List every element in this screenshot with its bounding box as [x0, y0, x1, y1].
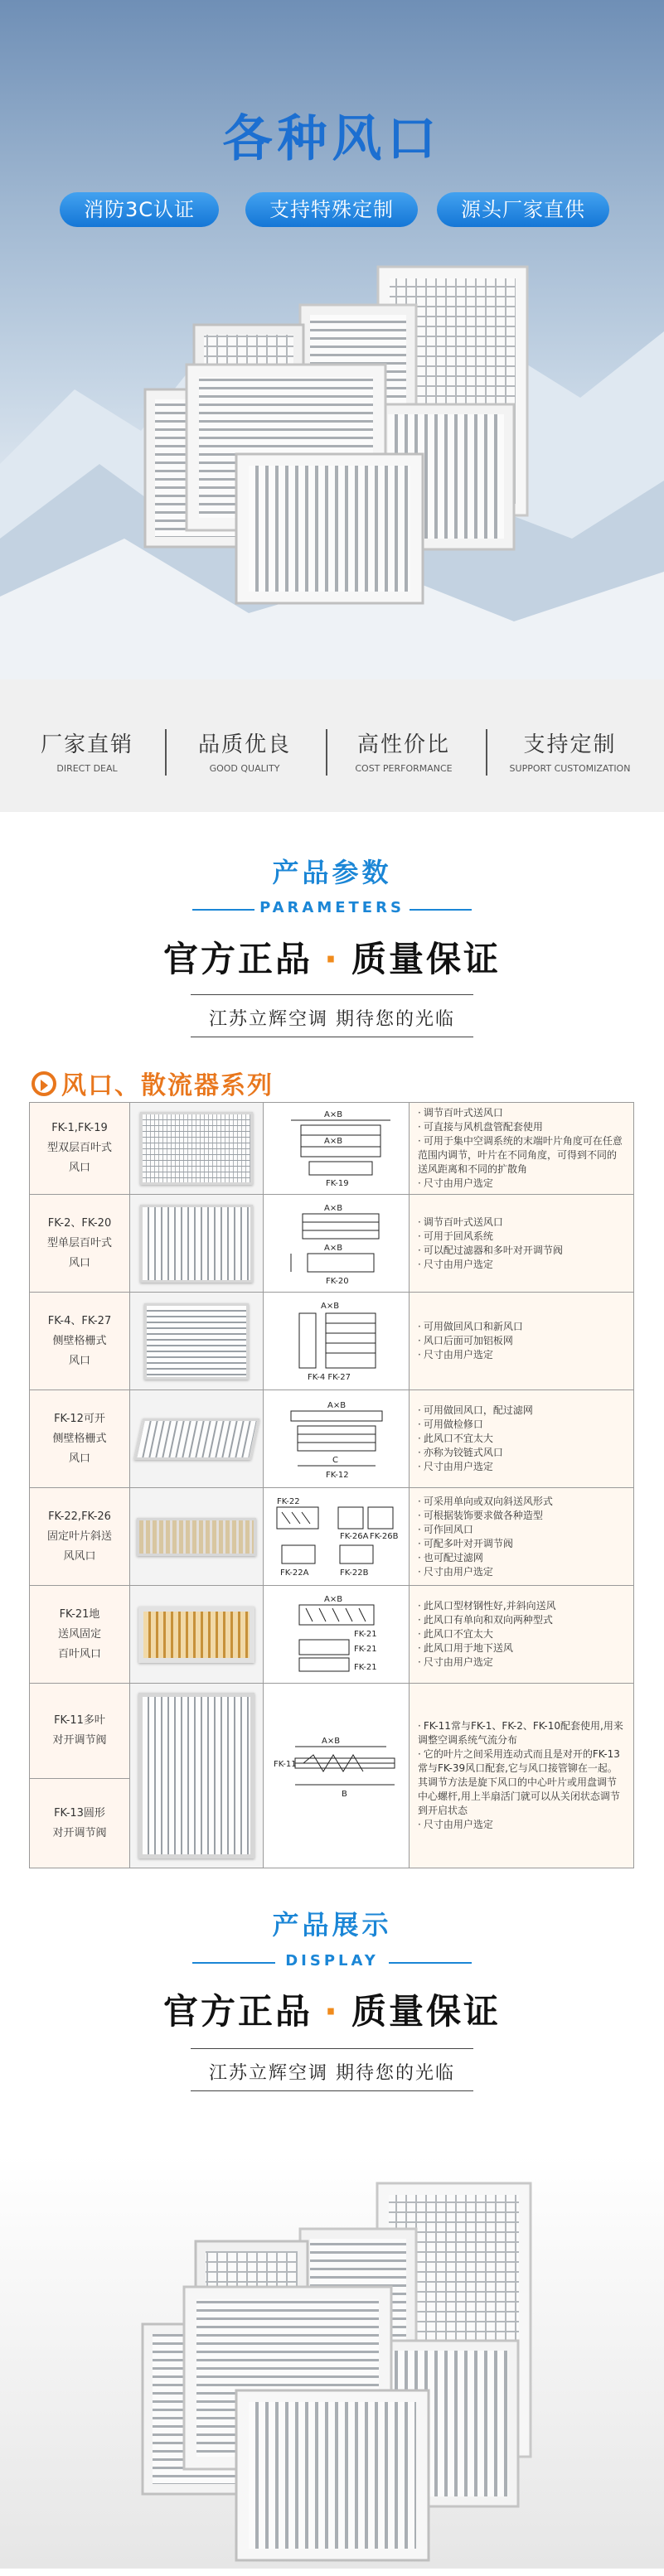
diagram-label: A×B: [323, 1243, 342, 1253]
product-name-line: 风口: [68, 1452, 90, 1465]
product-photo-cell: [130, 1488, 264, 1586]
table-row: [30, 1488, 634, 1586]
feature-item: · 可以配过滤器和多叶对开调节阀: [418, 1244, 625, 1258]
product-name-line: 百叶风口: [57, 1647, 101, 1660]
feature-item: · 尺寸由用户选定: [418, 1655, 625, 1670]
product-photo-cell: [130, 1586, 264, 1684]
advantage-title: 厂家直销: [40, 732, 133, 757]
feature-item: · 也可配过滤网: [418, 1551, 625, 1565]
tagline-rule-top: [191, 994, 473, 995]
product-photo-cell: [130, 1684, 264, 1868]
grille-photo: [137, 1518, 256, 1556]
technical-drawing: [270, 1722, 403, 1829]
slogan-right: 质量保证: [351, 939, 501, 979]
feature-item: · 可采用单向或双向斜送风形式: [418, 1495, 625, 1509]
product-name-line: 对开调节阀: [52, 1826, 107, 1839]
product-name-line: 侧壁格栅式: [52, 1334, 107, 1347]
features-cell: [410, 1293, 634, 1390]
diagram-label: FK-12: [325, 1470, 349, 1480]
feature-item: · 调节百叶式送风口: [418, 1216, 625, 1230]
diagram-cell: [264, 1488, 410, 1586]
feature-item: · 可用做回风口，配过滤网: [418, 1404, 625, 1418]
feature-item: · 可配多叶对开调节阀: [418, 1537, 625, 1551]
advantage-title: 高性价比: [356, 732, 450, 757]
feature-item: · 风口后面可加铝板网: [418, 1334, 625, 1348]
feature-item: · FK-11常与FK-1、FK-2、FK-10配套使用,用来调整空调系统气流分布: [418, 1719, 625, 1747]
diagram-label: FK-26B: [369, 1531, 398, 1541]
product-name-cell: [30, 1103, 130, 1195]
product-name-line: FK-21地: [59, 1607, 100, 1621]
diagram-label: FK-22: [276, 1496, 300, 1506]
features-cell: [410, 1195, 634, 1293]
product-photo-cell: [130, 1103, 264, 1195]
slogan-dot: ·: [324, 939, 340, 979]
product-name-line: FK-13圆形: [54, 1806, 105, 1820]
features-cell: [410, 1684, 634, 1868]
grille-photo: [140, 1205, 253, 1283]
advantage-title: 品质优良: [197, 732, 291, 757]
technical-drawing: [274, 1398, 399, 1481]
grille-photo: [138, 1607, 254, 1663]
advantage-subtitle: SUPPORT CUSTOMIZATION: [509, 763, 631, 774]
product-name-cell: [30, 1195, 130, 1293]
product-name-line: FK-22,FK-26: [48, 1510, 111, 1523]
display-subtitle: DISPLAY: [285, 1952, 379, 1969]
feature-item: · 此风口用于地下送风: [418, 1641, 625, 1655]
product-name-line: 风风口: [63, 1549, 96, 1563]
features-cell: [410, 1103, 634, 1195]
diagram-label: FK-21: [353, 1644, 377, 1654]
diagram-label: FK-26A: [339, 1531, 368, 1541]
product-name-line: FK-12可开: [54, 1412, 105, 1425]
diagram-label: A×B: [320, 1301, 339, 1311]
advantage-custom: [485, 727, 655, 774]
slogan-left: 官方正品: [163, 939, 313, 979]
tagline-rule-bottom: [191, 2090, 473, 2091]
diagram-label: FK-22A: [279, 1568, 308, 1578]
product-name-line: 风口: [68, 1162, 90, 1174]
feature-item: · 亦称为铰链式风口: [418, 1446, 625, 1460]
product-name-line: 型双层百叶式: [46, 1142, 112, 1154]
technical-drawing: [274, 1201, 399, 1287]
features-cell: [410, 1586, 634, 1684]
table-row: [30, 1684, 634, 1779]
feature-item: · 尺寸由用户选定: [418, 1348, 625, 1362]
grille-photo: [140, 1112, 253, 1185]
title-rule-right: [410, 909, 472, 911]
pill-badge-factory: 源头厂家直供: [437, 192, 609, 227]
tagline-rule-top: [191, 2048, 473, 2049]
diagram-label: A×B: [323, 1137, 342, 1146]
feature-item: · 调节百叶式送风口: [418, 1106, 625, 1120]
product-name-line: FK-4、FK-27: [47, 1314, 112, 1327]
series-heading: [32, 1065, 274, 1101]
feature-item: · 尺寸由用户选定: [418, 1460, 625, 1474]
diagram-cell: [264, 1684, 410, 1868]
diagram-cell: [264, 1390, 410, 1488]
product-name-line: 对开调节阀: [52, 1734, 107, 1747]
features-cell: [410, 1390, 634, 1488]
diagram-label: FK-22B: [339, 1568, 368, 1578]
feature-item: · 可用做检修口: [418, 1418, 625, 1432]
table-row: [30, 1390, 634, 1488]
display-title: 产品展示: [272, 1909, 392, 1940]
feature-item: · 尺寸由用户选定: [418, 1818, 625, 1832]
diagram-cell: [264, 1293, 410, 1390]
technical-drawing: [274, 1107, 399, 1190]
diagram-label: A×B: [323, 1203, 342, 1213]
hero-banner: [0, 0, 664, 679]
technical-drawing: [274, 1298, 399, 1385]
feature-item: · 可用于集中空调系统的末端叶片角度可在任意范围内调节，叶片在不同角度，可得到不同的送风距离和不同的扩散角: [418, 1134, 625, 1177]
hero-title: 各种风口: [222, 110, 442, 168]
product-name-line: FK-11多叶: [54, 1714, 105, 1727]
product-display-image: [0, 2154, 664, 2569]
slogan-right: 质量保证: [351, 1991, 501, 2032]
features-cell: [410, 1488, 634, 1586]
product-photo-cell: [130, 1390, 264, 1488]
diagram-cell: [264, 1586, 410, 1684]
grille-photo: [144, 1303, 249, 1380]
diagram-label: A×B: [321, 1737, 340, 1746]
feature-item: · 尺寸由用户选定: [418, 1177, 625, 1191]
diagram-label: FK-21: [353, 1629, 377, 1639]
feature-item: · 可用于回风系统: [418, 1230, 625, 1244]
feature-item: · 此风口有单向和双向两种型式: [418, 1613, 625, 1627]
diagram-label: FK-4 FK-27: [307, 1372, 351, 1382]
diagram-label: FK-19: [325, 1179, 349, 1188]
grille-photo: [138, 1693, 254, 1858]
product-photo-cell: [130, 1293, 264, 1390]
feature-item: · 可直接与风机盘管配套使用: [418, 1120, 625, 1134]
diagram-label: A×B: [323, 1110, 342, 1119]
slogan-dot: ·: [324, 1991, 340, 2032]
product-name-line: FK-1,FK-19: [51, 1122, 108, 1134]
diagram-label: A×B: [327, 1400, 346, 1410]
product-photo-cell: [130, 1195, 264, 1293]
diagram-cell: [264, 1195, 410, 1293]
feature-item: · 此风口不宜太大: [418, 1627, 625, 1641]
advantage-quality: [166, 727, 323, 774]
diagram-label: B: [341, 1790, 347, 1799]
product-name-cell: [30, 1488, 130, 1586]
product-collage-image: [0, 0, 664, 679]
product-name-line: 固定叶片斜送: [46, 1530, 112, 1543]
params-title: 产品参数: [272, 857, 392, 888]
product-name-line: 侧壁格栅式: [52, 1432, 107, 1445]
feature-item: · 此风口型材钢性好,并斜向送风: [418, 1599, 625, 1613]
feature-item: · 可作回风口: [418, 1523, 625, 1537]
table-row: [30, 1195, 634, 1293]
grille-photo: [133, 1418, 259, 1460]
title-rule-right: [389, 1962, 472, 1964]
diagram-label: FK-21: [353, 1662, 377, 1672]
advantage-subtitle: DIRECT DEAL: [56, 763, 118, 774]
product-name-cell: [30, 1684, 130, 1779]
params-slogan: [0, 932, 664, 982]
series-title: 风口、散流器系列: [61, 1071, 274, 1100]
diagram-label: C: [332, 1455, 338, 1465]
product-name-line: 风口: [68, 1256, 90, 1269]
params-tagline: 江苏立辉空调 期待您的光临: [209, 1009, 455, 1030]
slogan-left: 官方正品: [163, 1991, 313, 2032]
params-subtitle: PARAMETERS: [259, 899, 405, 916]
advantage-title: 支持定制: [523, 732, 617, 757]
product-name-line: 型单层百叶式: [46, 1236, 112, 1249]
feature-item: · 可用做回风口和新风口: [418, 1320, 625, 1334]
display-slogan: [0, 1984, 664, 2034]
table-row: [30, 1586, 634, 1684]
advantage-subtitle: GOOD QUALITY: [209, 763, 280, 774]
arrow-circle-icon: [32, 1071, 56, 1096]
feature-item: · 此风口不宜太大: [418, 1432, 625, 1446]
pill-badge-3c: 消防3C认证: [60, 192, 219, 227]
spec-table: [29, 1102, 634, 1868]
feature-item: · 尺寸由用户选定: [418, 1258, 625, 1272]
diagram-label: A×B: [323, 1594, 342, 1604]
feature-item: · 它的叶片之间采用连动式而且是对开的FK-13常与FK-39风口配套,它与风口接管铆在一起。其调节方法是旋下风口的中心叶片或用盘调节中心螺杆,用上半扇活门就可以从关闭状态调节到开启状态: [418, 1747, 625, 1818]
diagram-label: FK-11: [273, 1760, 297, 1769]
diagram-label: FK-20: [325, 1276, 349, 1286]
advantage-cost: [325, 727, 482, 774]
feature-item: · 尺寸由用户选定: [418, 1565, 625, 1579]
table-row: [30, 1293, 634, 1390]
technical-drawing: [274, 1592, 399, 1678]
product-name-cell: [30, 1390, 130, 1488]
feature-item: · 可根据装饰要求做各种造型: [418, 1509, 625, 1523]
pill-badge-custom: 支持特殊定制: [245, 192, 418, 227]
technical-drawing: [270, 1494, 403, 1580]
product-name-cell: [30, 1779, 130, 1868]
display-tagline: 江苏立辉空调 期待您的光临: [209, 2063, 455, 2084]
diagram-cell: [264, 1103, 410, 1195]
product-name-cell: [30, 1586, 130, 1684]
product-name-cell: [30, 1293, 130, 1390]
table-row: [30, 1103, 634, 1195]
advantage-direct: [8, 727, 166, 774]
product-name-line: 送风固定: [57, 1627, 101, 1641]
product-name-line: FK-2、FK-20: [47, 1216, 112, 1230]
advantage-subtitle: COST PERFORMANCE: [355, 763, 453, 774]
product-name-line: 风口: [68, 1354, 90, 1367]
